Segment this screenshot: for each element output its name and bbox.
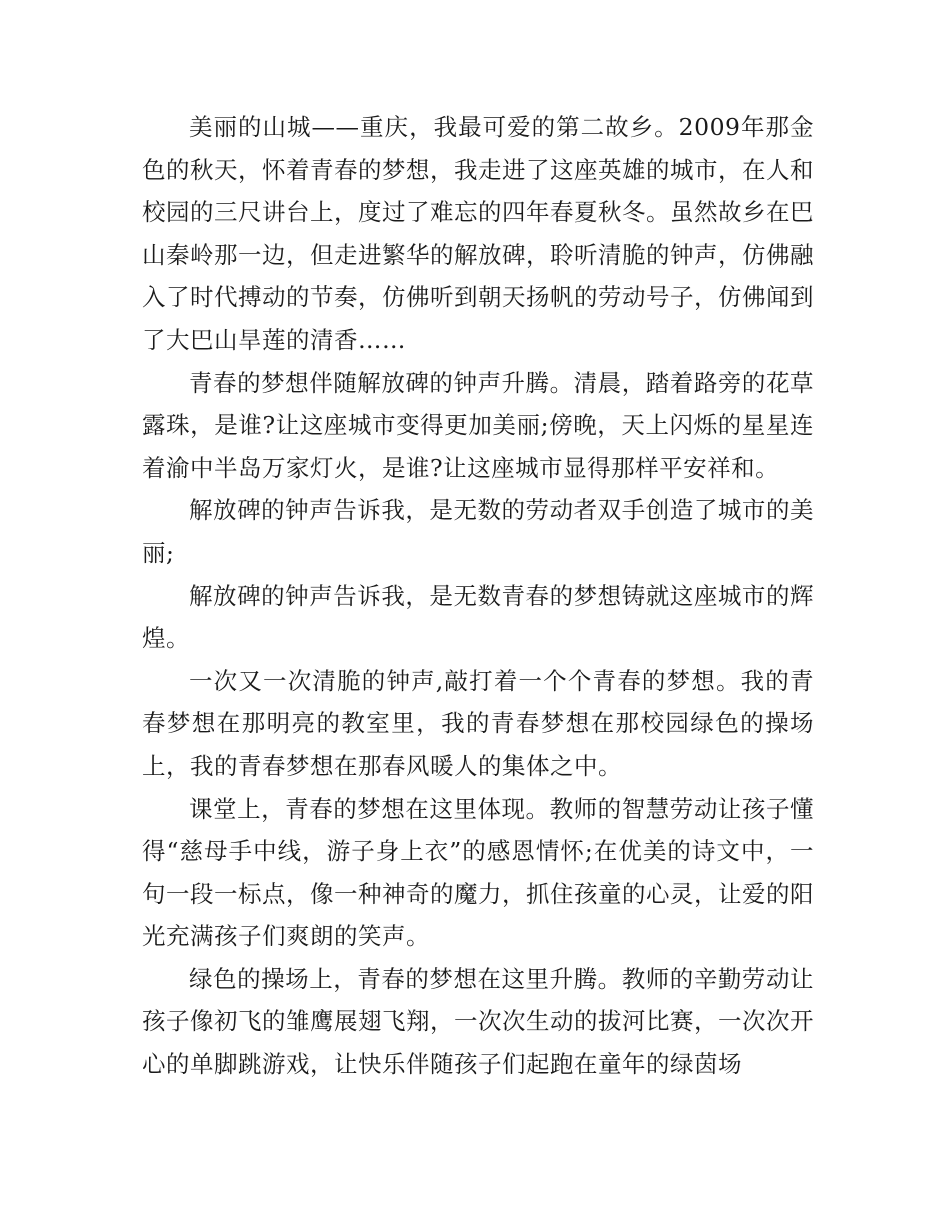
document-body: [142, 106, 814, 1086]
paragraph-4: 解放碑的钟声告诉我，是无数青春的梦想铸就这座城市的辉煌。: [142, 581, 814, 653]
paragraph-7: 绿色的操场上，青春的梦想在这里升腾。教师的辛勤劳动让孩子像初飞的雏鹰展翅飞翔，一次次生动的拔河比赛，一次次开心的单脚跳游戏，让快乐伴随孩子们起跑在童年的绿茵场: [142, 964, 814, 1079]
paragraph-1: 美丽的山城——重庆，我最可爱的第二故乡。2009年那金色的秋天，怀着青春的梦想，我走进了这座英雄的城市，在人和校园的三尺讲台上，度过了难忘的四年春夏秋冬。虽然故乡在巴山秦岭那一边，但走进繁华的解放碑，聆听清脆的钟声，仿佛融入了时代搏动的节奏，仿佛听到朝天扬帆的劳动号子，仿佛闻到了大巴山旱莲的清香……: [142, 113, 814, 354]
paragraph-5: 一次又一次清脆的钟声,敲打着一个个青春的梦想。我的青春梦想在那明亮的教室里，我的青春梦想在那校园绿色的操场上，我的青春梦想在那春风暖人的集体之中。: [142, 666, 814, 780]
paragraph-6: 课堂上，青春的梦想在这里体现。教师的智慧劳动让孩子懂得“慈母手中线，游子身上衣”的感恩情怀;在优美的诗文中，一句一段一标点，像一种神奇的魔力，抓住孩童的心灵，让爱的阳光充满孩子们爽朗的笑声。: [142, 794, 814, 951]
paragraph-3: 解放碑的钟声告诉我，是无数的劳动者双手创造了城市的美丽;: [142, 496, 814, 567]
paragraph-2: 青春的梦想伴随解放碑的钟声升腾。清晨，踏着路旁的花草露珠，是谁?让这座城市变得更加美丽;傍晚，天上闪烁的星星连着渝中半岛万家灯火，是谁?让这座城市显得那样平安祥和。: [142, 368, 814, 482]
